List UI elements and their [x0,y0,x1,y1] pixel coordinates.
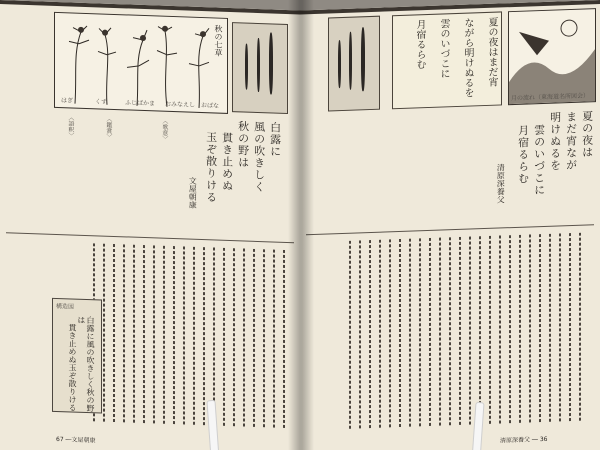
plant-label: くず [95,98,108,106]
poem-line: 風の吹きしく [252,120,266,194]
plant-label: ふじばかま [125,99,156,108]
header-poem-line: ながら明けぬるを [462,17,473,98]
plant-label: おみなえし [165,100,196,109]
header-poem-line: 月宿るらむ [414,19,425,70]
box-label: 構造図 [56,302,75,311]
poem-line: 雲のいづこに [532,123,546,197]
poem-line: 明けぬるを [548,111,562,172]
poem-author: 文屋朝康 [188,176,198,209]
plant-label: おばな [201,102,220,110]
poem-line: 秋の野は [236,120,250,169]
right-page [300,0,600,450]
box-line: 白露に風の吹きしく秋の野は [76,315,95,413]
poem-line: 月宿るらむ [516,124,530,185]
box-line: 貫き止めぬ玉ぞ散りける [68,323,77,412]
illustration-caption: 月の流れ（東海道名所図会） [511,92,590,103]
page-folio: 清原深養父 ― 36 [500,435,548,445]
poem-line: まだ宵なが [564,110,578,172]
poem-line: 貫き止めぬ [220,131,234,193]
structure-diagram-box [52,298,102,414]
landscape-illustration [508,8,596,105]
calligraphy-card [232,22,288,114]
calligraphy-card [328,16,380,112]
body-text-texture [310,232,590,437]
poem-line: 夏の夜は [580,110,594,159]
poem-line: 玉ぞ散りける [204,131,218,204]
flower-illustration-panel [54,12,228,114]
header-poem-line: 雲のいづこに [438,18,449,79]
section-label: 〈歌意〉 [160,117,168,142]
poem-line: 白露に [268,121,282,158]
page-top-edge [0,0,300,14]
section-label: 〈鑑賞〉 [104,115,112,140]
book-gutter [288,0,314,450]
poem-author: 清原深養父 [496,163,506,204]
header-poem-line: 夏の夜はまだ宵 [486,16,497,87]
plant-label: はぎ [61,97,74,105]
panel-title: 秋の七草 [214,24,223,57]
page-folio: 67 ―文屋朝康 [56,435,96,445]
header-poem-callig [392,11,502,109]
section-label: 〈語釈〉 [66,114,74,139]
